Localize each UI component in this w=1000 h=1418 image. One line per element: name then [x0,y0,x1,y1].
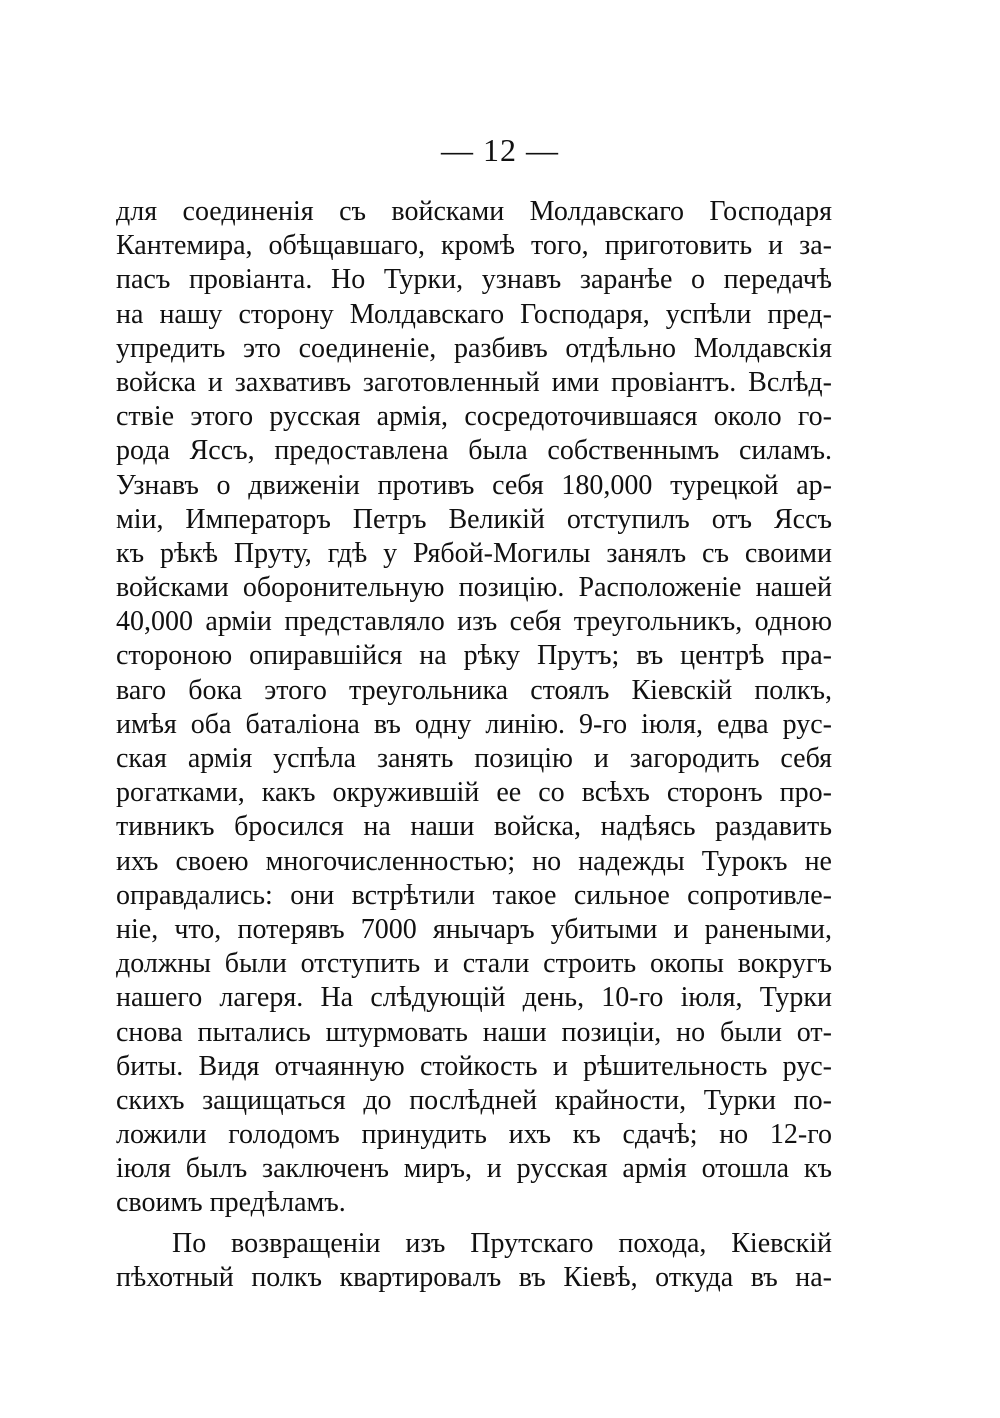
text-line: рода Яссъ, предоставлена была собственнымъ силамъ. [116,435,832,467]
text-line: стороною опиравшійся на рѣку Прутъ; въ центрѣ пра- [116,640,832,672]
text-line: имѣя оба баталіона въ одну линію. 9-го іюля, едва рус- [116,708,832,740]
text-line: ская армія успѣла занять позицію и загородить себя [116,743,832,774]
text-line: упредить это соединеніе, разбивъ отдѣльно Молдавскія [116,332,832,364]
text-line: ствіе этого русская армія, сосредоточившаяся около го- [116,401,832,433]
text-line: войсками оборонительную позицію. Расположеніе нашей [116,572,832,604]
text-line: міи, Императоръ Петръ Великій отступилъ отъ Яссъ [116,503,832,535]
paragraph [116,195,832,1221]
paragraph [116,1227,832,1295]
text-line: тивникъ бросился на наши войска, надѣясь раздавить [116,811,832,843]
text-line: на нашу сторону Молдавскаго Господаря, успѣли пред- [116,298,832,330]
text-line: ніе, что, потерявъ 7000 янычаръ убитыми и ранеными, [116,913,832,945]
text-line: пѣхотный полкъ квартировалъ въ Кіевѣ, откуда въ на- [116,1261,832,1293]
text-line: для соединенія съ войсками Молдавскаго Господаря [116,196,832,227]
body-text [116,195,832,1295]
text-line: іюля былъ заключенъ миръ, и русская армія отошла къ [116,1153,832,1185]
text-line: рогатками, какъ окружившій ее со всѣхъ сторонъ про- [116,777,832,809]
text-line: ваго бока этого треугольника стоялъ Кіевскій полкъ, [116,674,832,706]
text-line: къ рѣкѣ Пруту, гдѣ у Рябой-Могилы занялъ съ своими [116,537,832,569]
text-line: ложили голодомъ принудить ихъ къ сдачѣ; но 12-го [116,1119,832,1151]
text-line: нашего лагеря. На слѣдующій день, 10-го іюля, Турки [116,982,832,1014]
text-line: биты. Видя отчаянную стойкость и рѣшительность рус- [116,1050,832,1082]
text-line: По возвращеніи изъ Прутскаго похода, Кіевскій [172,1227,832,1259]
text-line: скихъ защищаться до послѣдней крайности, Турки по- [116,1084,832,1116]
text-line: пасъ провіанта. Но Турки, узнавъ заранѣе о передачѣ [116,264,832,296]
text-line: должны были отступить и стали строить окопы вокругъ [116,948,832,980]
text-line: ихъ своею многочисленностью; но надежды Турокъ не [116,845,832,877]
text-line: Узнавъ о движеніи противъ себя 180,000 турецкой ар- [116,469,832,501]
page-number: — 12 — [441,132,559,168]
text-line: снова пытались штурмовать наши позиціи, но были от- [116,1016,832,1048]
text-line: оправдались: они встрѣтили такое сильное сопротивле- [116,879,832,911]
text-line: Кантемира, обѣщавшаго, кромѣ того, приготовить и за- [116,230,832,262]
text-line: 40,000 арміи представляло изъ себя треугольникъ, одною [116,606,832,638]
text-line: своимъ предѣламъ. [116,1187,346,1219]
text-line: войска и захвативъ заготовленный ими провіантъ. Вслѣд- [116,366,832,398]
